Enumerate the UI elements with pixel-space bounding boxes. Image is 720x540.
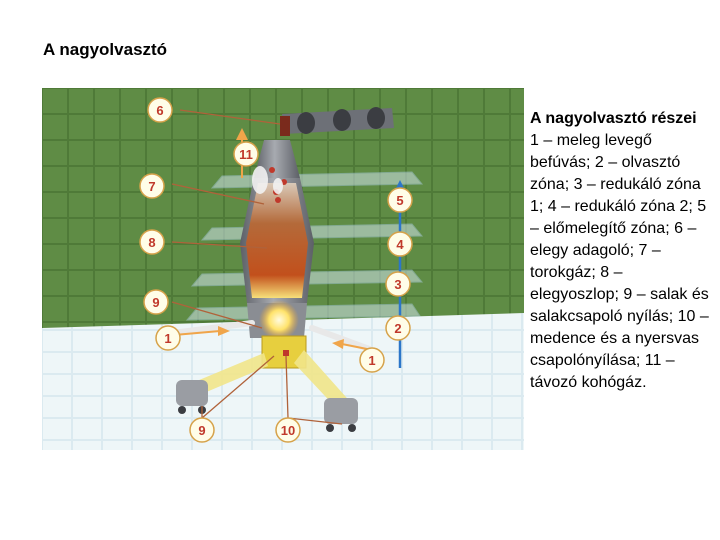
slide-title: A nagyolvasztó bbox=[43, 40, 168, 59]
svg-text:9: 9 bbox=[152, 295, 160, 310]
label-2 bbox=[386, 316, 410, 340]
label-5 bbox=[388, 188, 412, 212]
label-1-left bbox=[156, 326, 180, 350]
legend-text bbox=[530, 108, 715, 394]
svg-text:8: 8 bbox=[148, 235, 156, 250]
legend-title: A nagyolvasztó részei bbox=[530, 110, 697, 127]
label-1-right bbox=[360, 348, 384, 372]
svg-text:6: 6 bbox=[156, 103, 164, 118]
label-8 bbox=[140, 230, 164, 254]
svg-text:9: 9 bbox=[198, 423, 206, 438]
label-7 bbox=[140, 174, 164, 198]
label-9 bbox=[144, 290, 168, 314]
svg-text:4: 4 bbox=[396, 237, 404, 252]
svg-text:5: 5 bbox=[396, 193, 404, 208]
legend-body: 1 – meleg levegő befúvás; 2 – olvasztó zóna; 3 – redukáló zóna 1; 4 – redukáló zóna 2; 5 – előmelegítő zóna; 6 – elegy adagoló; 7 – torokgáz; 8 – elegyoszlop; 9 – salak és salakcsapoló nyílás; 10 – medence és a nyersvas csapolónyílása; 11 – távozó kohógáz. bbox=[530, 132, 709, 391]
label-9-bottom bbox=[190, 418, 214, 442]
svg-text:10: 10 bbox=[280, 423, 296, 438]
svg-text:1: 1 bbox=[164, 331, 172, 346]
svg-text:7: 7 bbox=[148, 179, 156, 194]
svg-text:2: 2 bbox=[394, 321, 402, 336]
svg-text:3: 3 bbox=[394, 277, 402, 292]
svg-text:1: 1 bbox=[368, 353, 376, 368]
label-10 bbox=[276, 418, 300, 442]
blast-furnace-illustration bbox=[42, 88, 524, 450]
label-3 bbox=[386, 272, 410, 296]
svg-text:11: 11 bbox=[239, 147, 253, 162]
label-11 bbox=[234, 142, 258, 166]
label-4 bbox=[388, 232, 412, 256]
label-6 bbox=[148, 98, 172, 122]
